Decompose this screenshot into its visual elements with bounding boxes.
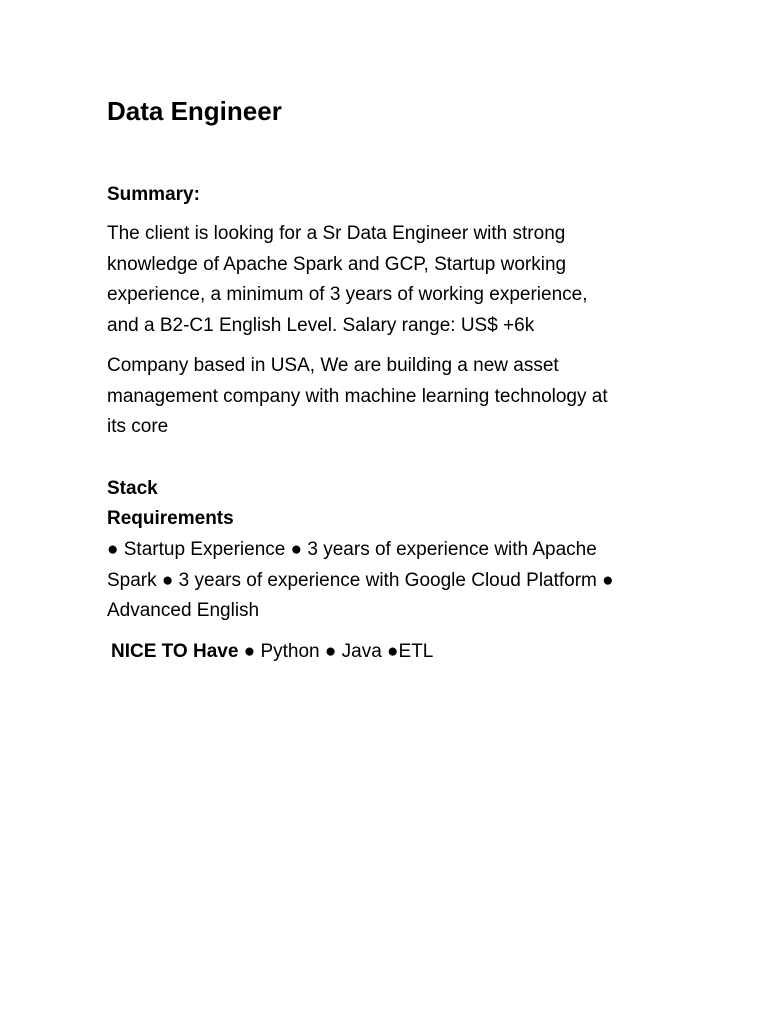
summary-paragraph-2 <box>107 351 667 443</box>
requirements-line: ● Startup Experience ● 3 years of experience with Apache <box>107 539 597 560</box>
summary-p1-line: experience, a minimum of 3 years of working experience, <box>107 284 588 305</box>
summary-paragraph-1 <box>107 219 667 341</box>
summary-p1-line: and a B2-C1 English Level. Salary range: US$ +6k <box>107 314 535 336</box>
summary-p1-line: The client is looking for a Sr Data Engineer with strong <box>107 223 566 244</box>
summary-heading: Summary: <box>107 184 200 205</box>
document-title: Data Engineer <box>107 96 282 126</box>
nice-to-have-heading: NICE TO Have <box>111 641 239 662</box>
stack-heading: Stack <box>107 478 158 499</box>
requirements-line: Spark ● 3 years of experience with Google Cloud Platform ● <box>107 569 614 591</box>
summary-p2-line: Company based in USA, We are building a new asset <box>107 355 559 376</box>
nice-to-have <box>111 637 671 668</box>
summary-p2-line: management company with machine learning technology at <box>107 385 608 407</box>
requirements-list <box>107 535 667 627</box>
summary-p1-line: knowledge of Apache Spark and GCP, Startup working <box>107 253 567 275</box>
requirements-line: Advanced English <box>107 600 260 621</box>
summary-p2-line: its core <box>107 416 169 437</box>
requirements-heading: Requirements <box>107 508 234 529</box>
nice-to-have-items: ● Python ● Java ●ETL <box>238 641 434 662</box>
